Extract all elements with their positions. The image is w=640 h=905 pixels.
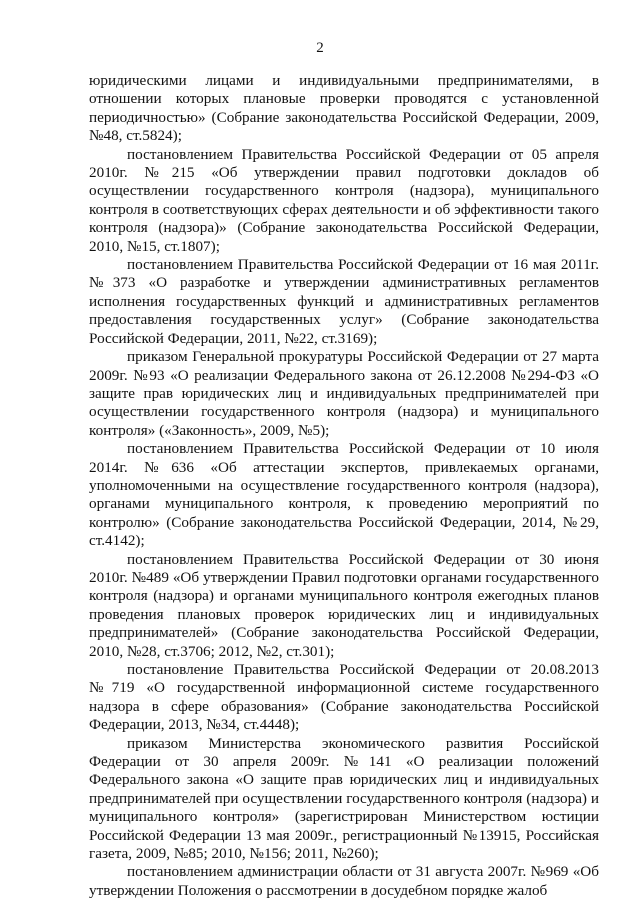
paragraph-2: постановлением Правительства Российской Федерации от 05 апреля 2010г. №215 «Об утверждении правил подготовки докладов об осуществлении государственного контроля (надзора), муниципального контроля в соответствующих сферах деятельности и об эффективности такого контроля (надзора)» (Собрание законодательства Российской Федерации, 2010, №15, ст.1807); bbox=[89, 145, 599, 255]
paragraph-3: постановлением Правительства Российской Федерации от 16 мая 2011г. №373 «О разработке и утверждении административных регламентов исполнения государственных функций и административных регламентов предоставления государственных услуг» (Собрание законодательства Российской Федерации, 2011, №22, ст.3169); bbox=[89, 256, 599, 347]
page-number: 2 bbox=[316, 40, 324, 56]
paragraph-1: юридическими лицами и индивидуальными предпринимателями, в отношении которых плановые проверки проводятся с установленной периодичностью» (Собрание законодательства Российской Федерации, 2009, №48, ст.5824); bbox=[89, 72, 599, 145]
paragraph-6: постановлением Правительства Российской Федерации от 30 июня 2010г. №489 «Об утверждении Правил подготовки органами государственного контроля (надзора) и органами муниципального контроля ежегодных планов проведения плановых проверок юридических лиц и индивидуальных предпринимателей» (Собрание законодательства Российской Федерации, 2010, №28, ст.3706; 2012, №2, ст.301); bbox=[89, 550, 599, 660]
paragraph-4: приказом Генеральной прокуратуры Российской Федерации от 27 марта 2009г. №93 «О реализации Федерального закона от 26.12.2008 №294-ФЗ «О защите прав юридических лиц и индивидуальных предпринимателей при осуществлении государственного контроля (надзора) и муниципального контроля» («Законность», 2009, №5); bbox=[89, 348, 599, 439]
paragraph-7: постановление Правительства Российской Федерации от 20.08.2013 №719 «О государственной информационной системе государственного надзора в сфере образования» (Собрание законодательства Российской Федерации, 2013, №34, ст.4448); bbox=[89, 661, 599, 734]
paragraph-8: приказом Министерства экономического развития Российской Федерации от 30 апреля 2009г. №141 «О реализации положений Федерального закона «О защите прав юридических лиц и индивидуальных предпринимателей при осуществлении государственного контроля (надзора) и муниципального контроля» (зарегистрирован Министерством юстиции Российской Федерации 13 мая 2009г., регистрационный №13915, Российская газета, 2009, №85; 2010, №156; 2011, №260); bbox=[89, 734, 599, 863]
paragraph-9: постановлением администрации области от 31 августа 2007г. №969 «Об утверждении Положения о рассмотрении в досудебном порядке жалоб bbox=[89, 863, 599, 899]
paragraph-5: постановлением Правительства Российской Федерации от 10 июля 2014г. №636 «Об аттестации экспертов, привлекаемых органами, уполномоченными на осуществление государственного контроля (надзора), органами муниципального контроля, к проведению мероприятий по контролю» (Собрание законодательства Российской Федерации, 2014, №29, ст.4142); bbox=[89, 440, 599, 550]
document-body bbox=[89, 72, 599, 900]
